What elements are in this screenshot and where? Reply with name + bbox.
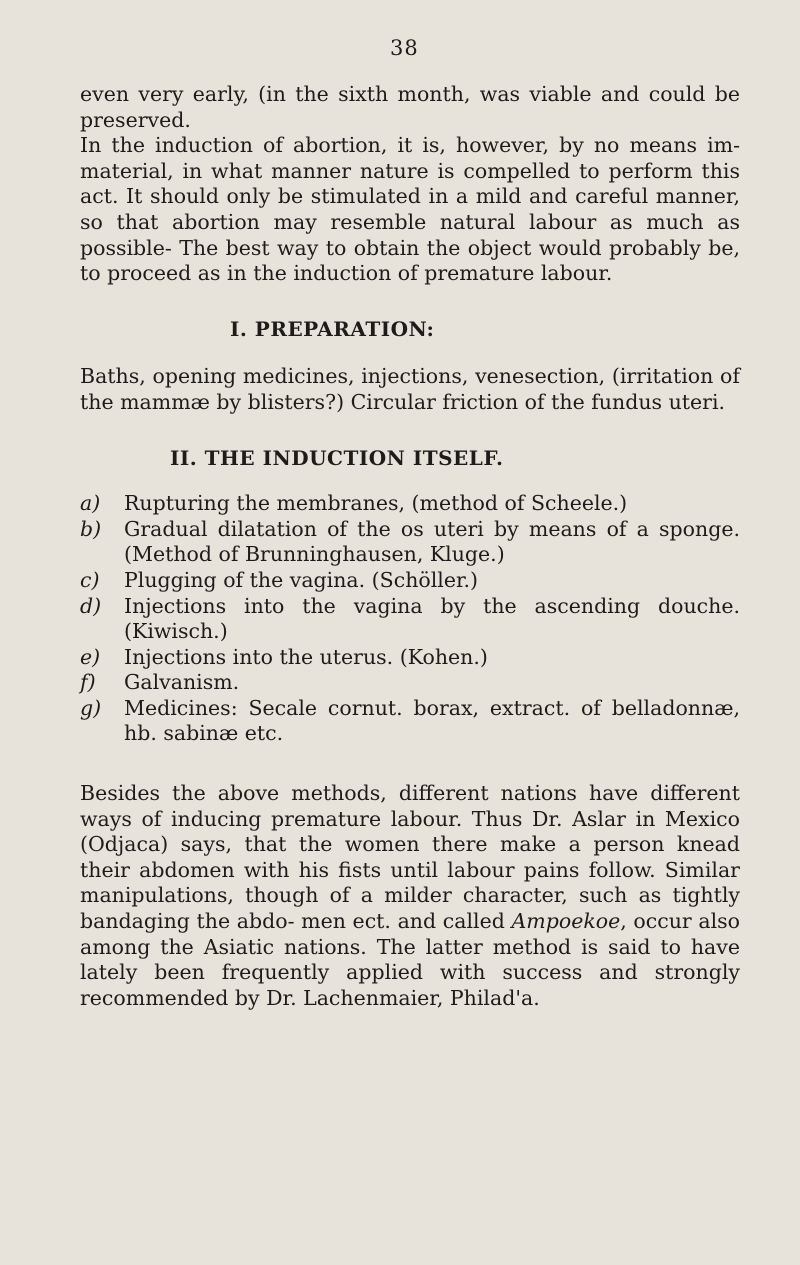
list-item-text: Plugging of the vagina. (Schöller.) <box>124 567 479 592</box>
list-item <box>80 645 740 671</box>
paragraph-preparation: Baths, opening medicines, injections, venesection, (irritation of the mammæ by blisters?) Circular friction of the fundus uteri. <box>80 364 740 414</box>
list-item-label: a) <box>80 491 101 516</box>
list-item-text: Gradual dilatation of the os uteri by means of a sponge. (Method of Brunninghausen, Kluge.) <box>124 516 740 567</box>
heading-induction: II. THE INDUCTION ITSELF. <box>170 445 504 470</box>
list-item <box>80 696 740 747</box>
page-number: 38 <box>390 36 419 60</box>
list-item <box>80 517 740 568</box>
list-item-text: Galvanism. <box>124 670 240 695</box>
body-text <box>80 82 740 1011</box>
method-list <box>80 491 740 747</box>
paragraph-nations-end: , occur also among the Asiatic nations. The latter method is said to have lately been frequently applied with success and strongly recommended by Dr. Lachenmaier, Philad'a. <box>80 909 740 1010</box>
list-item <box>80 670 740 696</box>
list-item-label: f) <box>80 670 96 695</box>
paragraph-continuation: even very early, (in the sixth month, was viable and could be preserved. <box>80 82 740 132</box>
list-item-text: Injections into the vagina by the ascending douche. (Kiwisch.) <box>124 593 740 644</box>
heading-preparation: I. PREPARATION: <box>230 316 435 341</box>
paragraph-abortion: In the induction of abortion, it is, however, by no means im- material, in what manner nature is compelled to perform this act. It should only be stimulated in a mild and careful manner, so that abortion may resemble natural labour as much as possible- The best way to obtain the object would probably be, to proceed as in the induction of premature labour. <box>80 133 740 286</box>
list-item-label: e) <box>80 644 101 669</box>
list-item-label: g) <box>80 695 102 720</box>
term-ampoekoe: Ampoekoe <box>511 909 621 934</box>
list-item <box>80 491 740 517</box>
list-item-label: c) <box>80 567 100 592</box>
list-item-text: Medicines: Secale cornut. borax, extract. of belladonnæ, hb. sabinæ etc. <box>124 695 740 746</box>
list-item <box>80 568 740 594</box>
paragraph-nations-start: Besides the above methods, different nations have different ways of inducing premature labour. Thus Dr. Aslar in Mexico (Odjaca) says, that the women there make a person knead their abdomen with his fists until labour pains follow. Similar manipulations, though of a milder character, such as tightly bandaging the abdo- men ect. and called <box>80 781 740 934</box>
list-item-label: d) <box>80 593 102 618</box>
list-item <box>80 594 740 645</box>
list-item-text: Injections into the uterus. (Kohen.) <box>124 644 488 669</box>
list-item-text: Rupturing the membranes, (method of Scheele.) <box>124 491 628 516</box>
list-item-label: b) <box>80 516 102 541</box>
paragraph-nations <box>80 781 740 1011</box>
